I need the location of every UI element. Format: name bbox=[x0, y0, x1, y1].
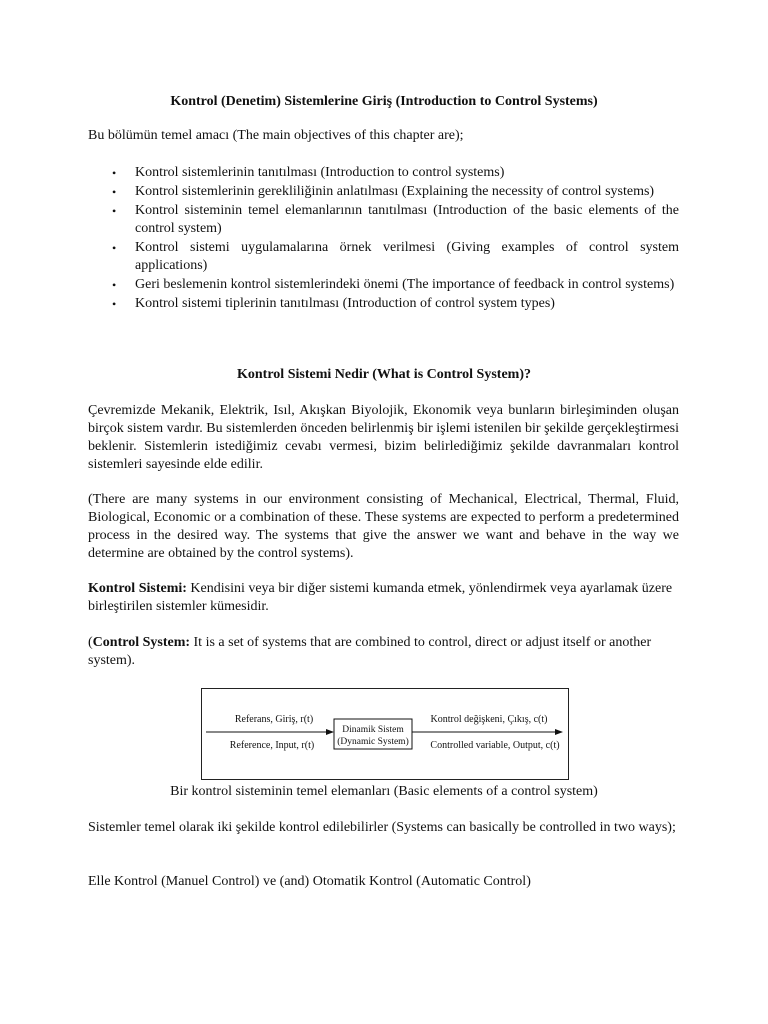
objective-text: Geri beslemenin kontrol sistemlerindeki önemi (The importance of feedback in control systems) bbox=[135, 277, 675, 292]
definition-text: It is a set of systems that are combined to control, direct or adjust itself or another system). bbox=[88, 635, 652, 668]
definition-english bbox=[88, 634, 679, 670]
document-title: Kontrol (Denetim) Sistemlerine Giriş (Introduction to Control Systems) bbox=[170, 94, 598, 109]
bullet-icon: • bbox=[112, 166, 117, 180]
bullet-icon: • bbox=[112, 185, 117, 199]
bullet-icon: • bbox=[112, 278, 117, 292]
paragraph-english: (There are many systems in our environment consisting of Mechanical, Electrical, Thermal, Fluid, Biological, Economic or a combination of these. These systems are expected to perform a predetermined process in the desired way. The systems that give the answer we want and behave in the way we determine are obtained by the control systems). bbox=[88, 492, 679, 561]
paragraph-turkish: Çevremizde Mekanik, Elektrik, Isıl, Akışkan Biyolojik, Ekonomik veya bunların birleşiminden oluşan birçok sistem vardır. Bu sistemlerden önceden belirlenmiş bir işlemi istenilen bir şekilde gerçekleştirmesi beklenir. Sistemlerin istediğimiz cevabı vermesi, bizim belirlediğimiz şekilde davranmaları kontrol sistemleri sayesinde elde edilir. bbox=[88, 403, 679, 472]
list-item bbox=[88, 202, 679, 238]
control-types-text: Elle Kontrol (Manuel Control) ve (and) Otomatik Kontrol (Automatic Control) bbox=[88, 874, 531, 889]
definition-text: Kendisini veya bir diğer sistemi kumanda etmek, yönlendirmek veya ayarlamak üzere birleştirilen sistemler kümesidir. bbox=[88, 581, 673, 614]
system-label-en: (Dynamic System) bbox=[337, 737, 409, 747]
output-label-en: Controlled variable, Output, c(t) bbox=[430, 740, 560, 751]
control-system-diagram bbox=[201, 688, 569, 780]
control-ways-text: Sistemler temel olarak iki şekilde kontrol edilebilirler (Systems can basically be controlled in two ways); bbox=[88, 820, 676, 835]
output-label-tr: Kontrol değişkeni, Çıkış, c(t) bbox=[430, 714, 548, 725]
objectives-list bbox=[88, 164, 679, 314]
diagram-svg bbox=[202, 689, 568, 779]
definition-term: Kontrol Sistemi: bbox=[88, 581, 187, 596]
section-title: Kontrol Sistemi Nedir (What is Control System)? bbox=[237, 367, 531, 382]
input-label-tr: Referans, Giriş, r(t) bbox=[234, 714, 314, 725]
bullet-icon: • bbox=[112, 204, 117, 218]
objective-text: Kontrol sistemi tiplerinin tanıtılması (Introduction of control system types) bbox=[135, 296, 555, 311]
input-label-en: Reference, Input, r(t) bbox=[229, 740, 315, 751]
list-item bbox=[88, 239, 679, 275]
definition-term: Control System: bbox=[92, 635, 191, 650]
list-item bbox=[88, 276, 679, 294]
objective-text: Kontrol sistemlerinin tanıtılması (Introduction to control systems) bbox=[135, 165, 505, 180]
objective-text: Kontrol sistemlerinin gerekliliğinin anlatılması (Explaining the necessity of control systems) bbox=[135, 184, 655, 199]
objective-text: Kontrol sistemi uygulamalarına örnek verilmesi (Giving examples of control system applications) bbox=[135, 240, 679, 273]
bullet-icon: • bbox=[112, 241, 117, 255]
figure-caption: Bir kontrol sisteminin temel elemanları (Basic elements of a control system) bbox=[170, 784, 598, 799]
objective-text: Kontrol sisteminin temel elemanlarının tanıtılması (Introduction of the basic elements of the control system) bbox=[135, 203, 679, 236]
system-label-tr: Dinamik Sistem bbox=[342, 725, 404, 735]
open-paren: ( bbox=[88, 635, 93, 650]
bullet-icon: • bbox=[112, 297, 117, 311]
list-item bbox=[88, 164, 679, 182]
list-item bbox=[88, 183, 679, 201]
definition-turkish bbox=[88, 580, 679, 616]
list-item bbox=[88, 295, 679, 313]
intro-text: Bu bölümün temel amacı (The main objectives of this chapter are); bbox=[88, 128, 464, 143]
